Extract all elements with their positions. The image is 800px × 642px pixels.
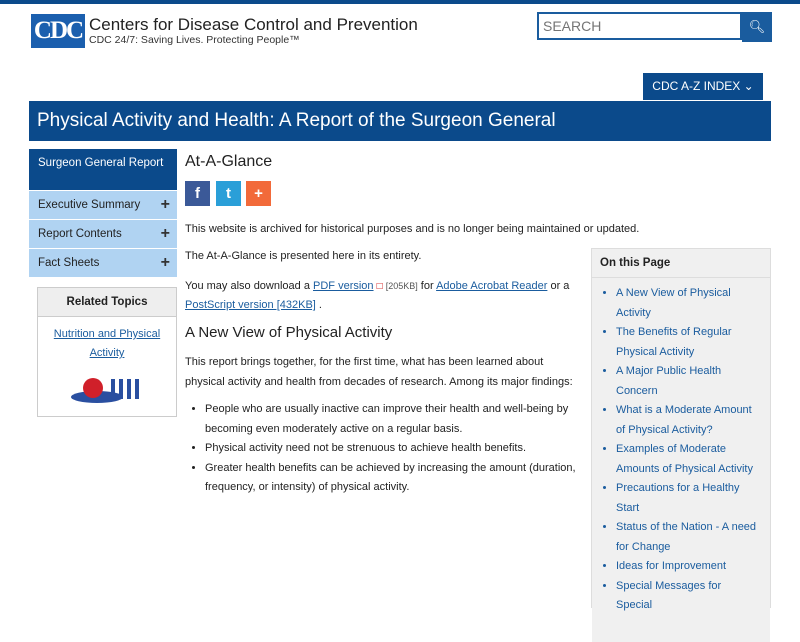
page-title: At-A-Glance — [185, 153, 273, 170]
toc-link[interactable]: • Examples of Moderate Amounts of Physical Activity — [616, 440, 760, 479]
az-label: CDC A-Z INDEX — [652, 79, 741, 93]
toc-link[interactable]: • A Major Public Health Concern — [616, 362, 760, 401]
toc-link[interactable]: • Special Messages for Special — [616, 577, 760, 616]
sidebar-item-label: Surgeon General Report — [38, 157, 164, 169]
toc-link[interactable]: • A New View of Physical Activity — [616, 284, 760, 323]
sidebar-item-surgeon-general-report[interactable] — [29, 149, 177, 191]
toc-link[interactable]: • The Benefits of Regular Physical Activity — [616, 323, 760, 362]
list-item: • People who are usually inactive can improve their health and well-being by becoming even moderately active on a regular basis. — [205, 400, 590, 439]
plus-icon: + — [254, 185, 263, 202]
plus-icon[interactable]: + — [160, 196, 170, 213]
twitter-share-button[interactable] — [216, 181, 241, 206]
related-topics-title: Related Topics — [38, 288, 176, 317]
sidebar-item-executive-summary[interactable] — [29, 191, 177, 220]
plus-icon[interactable]: + — [160, 225, 170, 242]
nutrition-activity-image[interactable] — [67, 371, 147, 411]
on-this-page-box — [591, 248, 771, 611]
on-this-page-title: On this Page — [592, 249, 770, 278]
top-bar — [0, 0, 800, 4]
search-input[interactable] — [537, 12, 742, 40]
list-item: • Greater health benefits can be achieved by increasing the amount (duration, frequency, or intensity) of physical activity. — [205, 459, 590, 498]
pdf-icon: □ — [376, 281, 383, 292]
plus-icon[interactable]: + — [160, 254, 170, 271]
cdc-logo[interactable]: CDC — [31, 14, 85, 48]
search-icon: 🔍︎ — [748, 19, 766, 34]
sidebar-item-fact-sheets[interactable] — [29, 249, 177, 278]
presented-text: The At-A-Glance is presented here in its entirety. — [185, 250, 422, 262]
az-index-button[interactable] — [643, 73, 763, 100]
tagline: CDC 24/7: Saving Lives. Protecting People™ — [89, 34, 300, 46]
download-text: You may also download a PDF version □ [205KB] for Adobe Acrobat Reader or a PostScript version [432KB] . — [185, 280, 570, 311]
chevron-down-icon: ⌄ — [743, 79, 754, 93]
more-share-button[interactable] — [246, 181, 271, 206]
list-item: • Physical activity need not be strenuous to achieve health benefits. — [205, 439, 590, 459]
toc-link[interactable]: • Ideas for Improvement — [616, 557, 760, 577]
section-heading: A New View of Physical Activity — [185, 324, 393, 341]
facebook-share-button[interactable] — [185, 181, 210, 206]
toc-link[interactable]: • Status of the Nation - A need for Change — [616, 518, 760, 557]
sidebar-item-label: Report Contents — [38, 228, 122, 240]
page-banner-title: Physical Activity and Health: A Report of the Surgeon General — [29, 101, 771, 141]
search-button[interactable] — [742, 12, 772, 42]
archived-notice: This website is archived for historical purposes and is no longer being maintained or updated. — [185, 223, 640, 235]
related-link[interactable]: Nutrition and Physical Activity — [53, 328, 161, 359]
postscript-link[interactable]: PostScript version [432KB] — [185, 299, 316, 311]
acrobat-link[interactable]: Adobe Acrobat Reader — [436, 280, 548, 292]
org-name[interactable]: Centers for Disease Control and Prevention — [89, 15, 418, 34]
sidebar-item-label: Fact Sheets — [38, 257, 100, 269]
toc-link[interactable]: • What is a Moderate Amount of Physical Activity? — [616, 401, 760, 440]
related-topics — [37, 287, 177, 417]
sidebar-item-report-contents[interactable] — [29, 220, 177, 249]
intro-text: This report brings together, for the first time, what has been learned about physical activity and health from decades of research. Among its major findings: — [185, 356, 573, 388]
facebook-icon: f — [195, 185, 200, 202]
pdf-link[interactable]: PDF version — [313, 280, 374, 292]
sidebar-item-label: Executive Summary — [38, 199, 141, 211]
toc-link[interactable]: • Precautions for a Healthy Start — [616, 479, 760, 518]
twitter-icon: t — [226, 185, 231, 202]
findings-list — [185, 400, 590, 498]
